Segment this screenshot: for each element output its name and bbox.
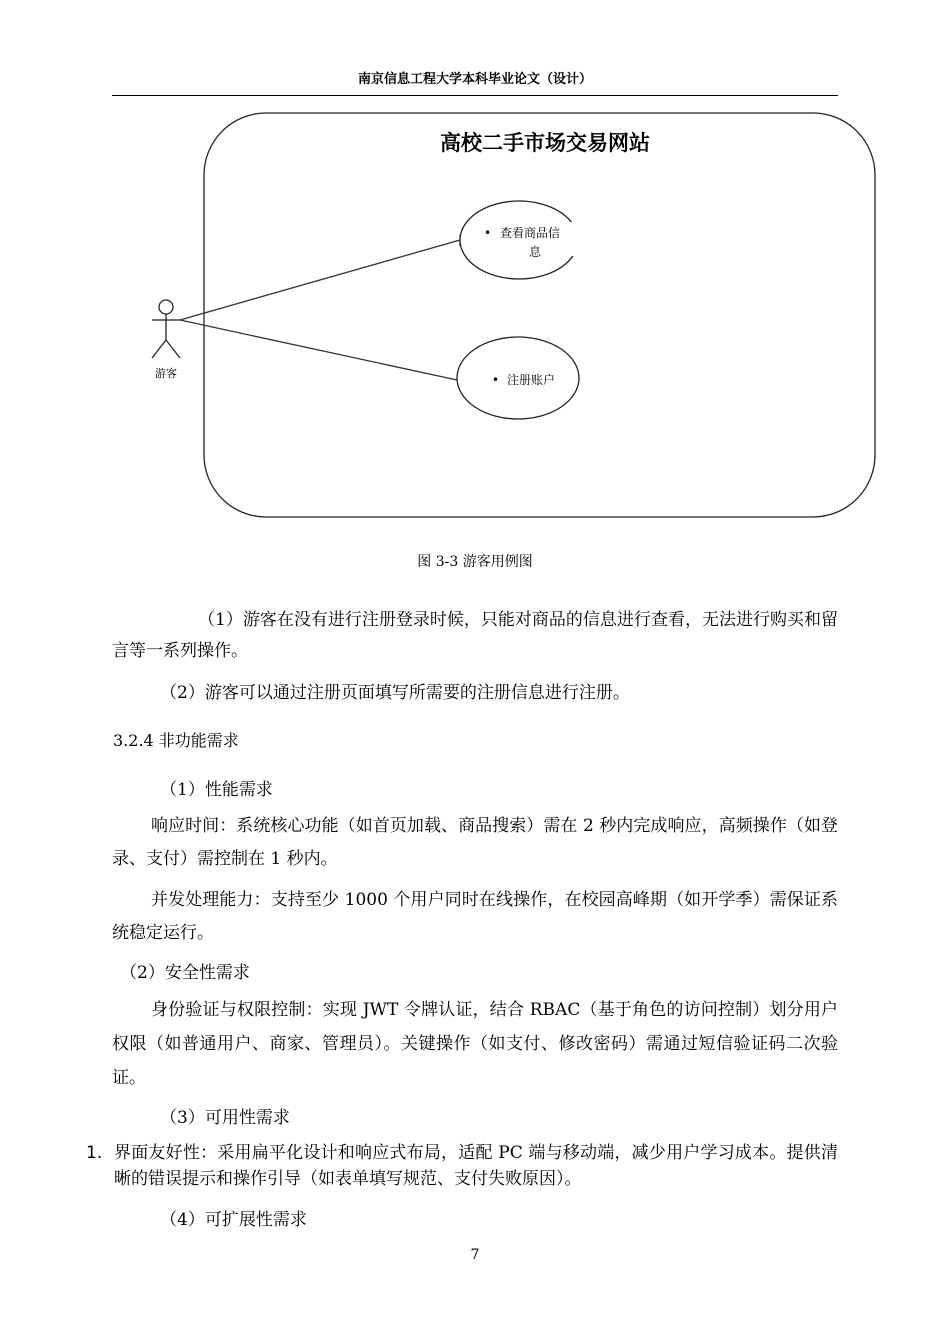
use-case-view-goods	[460, 201, 578, 279]
system-boundary	[204, 113, 875, 517]
actor-label: 游客	[155, 367, 177, 380]
system-title: 高校二手市场交易网站	[440, 131, 650, 155]
running-header: 南京信息工程大学本科毕业论文（设计）	[357, 72, 592, 87]
use-case-label-line2: 息	[528, 245, 542, 259]
section-heading: 3.2.4 非功能需求	[113, 731, 239, 750]
page-number: 7	[470, 1247, 480, 1263]
actor-figure	[152, 300, 180, 358]
subheading: （2）安全性需求	[120, 963, 250, 983]
subheading: （4）可扩展性需求	[160, 1210, 307, 1230]
use-case-label: 注册账户	[507, 373, 556, 387]
paragraph: （1）游客在没有进行注册登录时候，只能对商品的信息进行查看，无法进行购买和留言等一系列操作。	[112, 610, 838, 661]
use-case-bullet: •	[492, 373, 500, 387]
paragraph: （2）游客可以通过注册页面填写所需要的注册信息进行注册。	[160, 683, 630, 703]
paragraph: 响应时间：系统核心功能（如首页加载、商品搜索）需在 2 秒内完成响应，高频操作（如登录、支付）需控制在 1 秒内。	[112, 816, 838, 869]
subheading: （1）性能需求	[160, 780, 273, 800]
paragraph: 并发处理能力：支持至少 1000 个用户同时在线操作，在校园高峰期（如开学季）需保证系统稳定运行。	[112, 890, 838, 943]
use-case-label-line1: 查看商品信	[500, 226, 561, 240]
figure-caption: 图 3-3 游客用例图	[417, 554, 533, 570]
subheading: （3）可用性需求	[160, 1108, 290, 1128]
use-case-bullet: •	[484, 226, 492, 240]
association-line-view-goods	[180, 240, 460, 320]
ellipse-clip-mask	[570, 222, 584, 256]
use-case-diagram	[0, 0, 950, 540]
list-item: 界面友好性：采用扁平化设计和响应式布局，适配 PC 端与移动端，减少用户学习成本。提供清晰的错误提示和操作引导（如表单填写规范、支付失败原因）。	[114, 1143, 838, 1189]
list-number: 1.	[86, 1143, 103, 1163]
paragraph: 身份验证与权限控制：实现 JWT 令牌认证，结合 RBAC（基于角色的访问控制）划分用户权限（如普通用户、商家、管理员）。关键操作（如支付、修改密码）需通过短信验证码二次验证。	[112, 1000, 838, 1088]
association-line-register	[180, 320, 457, 380]
